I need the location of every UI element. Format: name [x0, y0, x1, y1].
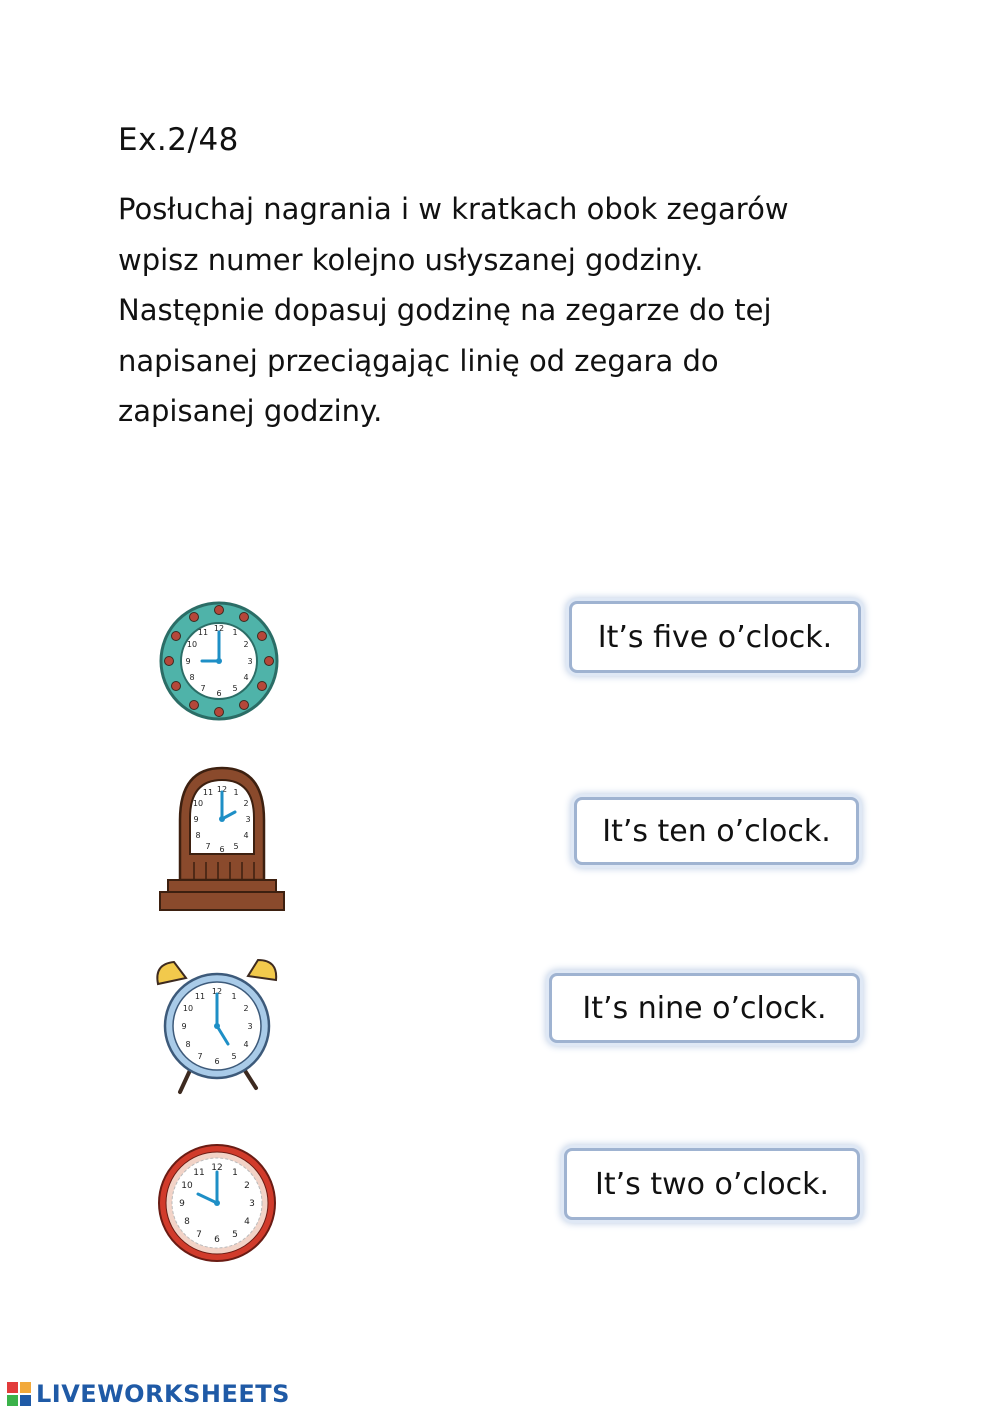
- svg-text:3: 3: [247, 1022, 253, 1031]
- svg-text:11: 11: [193, 1168, 205, 1178]
- svg-text:4: 4: [243, 673, 249, 682]
- svg-text:7: 7: [200, 684, 206, 693]
- svg-text:3: 3: [247, 657, 253, 666]
- svg-text:5: 5: [233, 842, 239, 851]
- svg-text:12: 12: [211, 987, 223, 996]
- svg-text:7: 7: [205, 842, 211, 851]
- liveworksheets-logo-icon: [6, 1381, 32, 1407]
- svg-text:6: 6: [219, 845, 225, 854]
- footer-logo: [6, 1380, 290, 1408]
- svg-text:9: 9: [181, 1022, 187, 1031]
- answer-box-nine[interactable]: [549, 973, 860, 1043]
- answer-box-two[interactable]: [564, 1148, 860, 1220]
- svg-text:10: 10: [186, 640, 198, 649]
- teal-wall-clock-icon[interactable]: [158, 600, 280, 722]
- svg-text:2: 2: [243, 799, 249, 808]
- svg-text:2: 2: [243, 640, 249, 649]
- svg-text:8: 8: [189, 673, 195, 682]
- svg-text:1: 1: [232, 628, 238, 637]
- red-wall-clock-icon[interactable]: [156, 1142, 278, 1264]
- svg-text:11: 11: [197, 628, 209, 637]
- svg-text:3: 3: [249, 1199, 255, 1209]
- svg-text:4: 4: [243, 1040, 249, 1049]
- alarm-clock-icon[interactable]: [152, 958, 282, 1096]
- instruction-line: napisanej przeciągając linię od zegara do: [118, 343, 719, 378]
- instructions: [118, 184, 878, 437]
- svg-text:4: 4: [243, 831, 249, 840]
- svg-text:12: 12: [211, 1163, 223, 1173]
- instruction-line: Następnie dopasuj godzinę na zegarze do tej: [118, 293, 772, 327]
- svg-text:10: 10: [181, 1181, 193, 1191]
- svg-text:12: 12: [216, 785, 228, 794]
- svg-text:1: 1: [231, 992, 237, 1001]
- mantel-clock-icon[interactable]: [158, 762, 286, 914]
- answer-label: It’s two o’clock.: [595, 1166, 829, 1202]
- svg-text:9: 9: [185, 657, 191, 666]
- svg-text:11: 11: [194, 992, 206, 1001]
- answer-box-ten[interactable]: [574, 797, 859, 865]
- exercise-title: Ex.2/48: [118, 122, 239, 158]
- answer-label: It’s ten o’clock.: [602, 813, 831, 849]
- svg-text:12: 12: [213, 624, 225, 633]
- svg-text:6: 6: [214, 1057, 220, 1066]
- svg-text:2: 2: [244, 1181, 250, 1191]
- svg-text:10: 10: [192, 799, 204, 808]
- instruction-line: Posłuchaj nagrania i w kratkach obok zegarów: [118, 192, 789, 226]
- svg-text:5: 5: [232, 684, 238, 693]
- svg-text:8: 8: [184, 1217, 190, 1227]
- svg-text:9: 9: [179, 1199, 185, 1209]
- svg-text:11: 11: [202, 788, 214, 797]
- instruction-line: zapisanej godziny.: [118, 394, 383, 428]
- svg-text:3: 3: [245, 815, 251, 824]
- svg-text:1: 1: [232, 1168, 238, 1178]
- svg-text:9: 9: [193, 815, 199, 824]
- svg-text:7: 7: [196, 1230, 202, 1240]
- svg-text:1: 1: [233, 788, 239, 797]
- svg-text:4: 4: [244, 1217, 250, 1227]
- svg-text:5: 5: [231, 1052, 237, 1061]
- svg-text:8: 8: [185, 1040, 191, 1049]
- answer-box-five[interactable]: [569, 601, 861, 673]
- answer-label: It’s nine o’clock.: [582, 990, 827, 1026]
- svg-text:10: 10: [182, 1004, 194, 1013]
- svg-text:6: 6: [216, 689, 222, 698]
- answer-label: It’s five o’clock.: [597, 619, 833, 655]
- svg-text:2: 2: [243, 1004, 249, 1013]
- footer-logo-text: LIVEWORKSHEETS: [36, 1380, 290, 1408]
- svg-text:6: 6: [214, 1235, 220, 1245]
- svg-text:8: 8: [195, 831, 201, 840]
- instruction-line: wpisz numer kolejno usłyszanej godziny.: [118, 242, 704, 277]
- svg-text:7: 7: [197, 1052, 203, 1061]
- svg-text:5: 5: [232, 1230, 238, 1240]
